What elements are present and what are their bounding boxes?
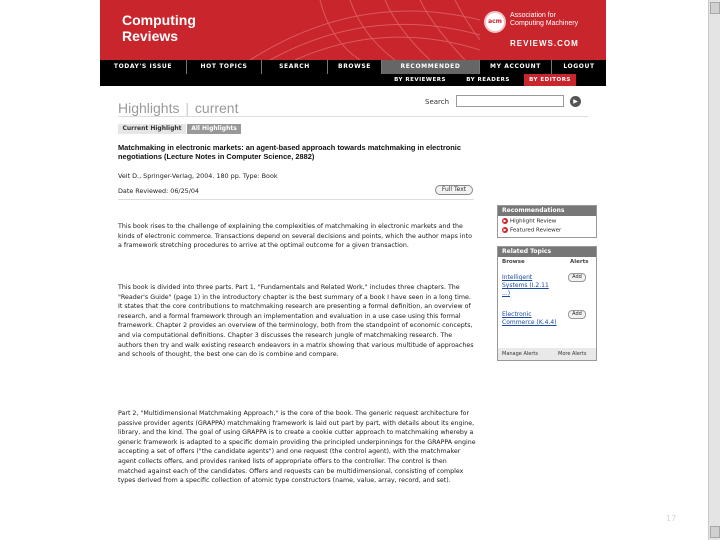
site-title-line1: Computing — [122, 12, 196, 28]
site-banner — [100, 0, 606, 60]
search-go-icon[interactable]: ▶ — [570, 96, 581, 107]
manage-alerts-link[interactable]: Manage Alerts — [502, 351, 538, 357]
page-title-current: current — [194, 100, 239, 116]
subnav-by-reviewers[interactable]: BY REVIEWERS — [394, 77, 446, 83]
left-margin — [0, 0, 100, 540]
more-alerts-link[interactable]: More Alerts — [558, 351, 587, 357]
review-paragraph: This book is divided into three parts. Part 1, "Fundamentals and Related Work," includes three chapters. The "Reader's Guide" (page 1) in the introductory chapter is the best summary of a book I have seen in a long time. It states that the core contributions to matchmaking research are presenting a formal definition, an overview of research, and a formal framework through an implementation and evaluation in a use case using this formal framework. Chapter 2 provides an overview of the terminology, both from the standpoint of economic concepts, and via computational definitions. Chapter 3 discusses the research jungle of matchmaking research. The authors then try and walk existing research endeavors in a matrix showing that various multitude of approaches and schools of thought, the best one can do is combine and compare. — [118, 284, 474, 359]
main-nav — [100, 60, 606, 74]
search-input[interactable] — [456, 95, 564, 107]
review-title: Matchmaking in electronic markets: an agent-based approach towards matchmaking in electronic negotiations (Lecture Notes in Computer Science, 2882) — [118, 143, 461, 161]
site-url[interactable]: REVIEWS.COM — [510, 39, 579, 48]
subnav-by-editors[interactable]: BY EDITORS — [524, 74, 576, 86]
topic-link-electronic-commerce[interactable]: Electronic Commerce (K.4.4) — [502, 311, 557, 326]
arrow-icon: ▶ — [503, 218, 507, 223]
browse-column-header: Browse — [502, 259, 525, 265]
add-alert-button[interactable]: Add — [568, 310, 586, 319]
search-label: Search — [425, 98, 450, 106]
topics-footer — [498, 348, 596, 360]
topic-link-intelligent-systems[interactable]: Intelligent Systems (I.2.11 ...) — [502, 274, 549, 297]
acm-name-line2: Computing Machinery — [510, 20, 579, 27]
review-meta: Veit D., Springer-Verlag, 2004. 180 pp. Type: Book — [118, 172, 278, 180]
nav-my-account[interactable]: MY ACCOUNT — [480, 60, 552, 74]
arrow-icon: ▶ — [503, 227, 507, 232]
full-text-button[interactable]: Full Text — [435, 185, 473, 195]
nav-logout[interactable]: LOGOUT — [563, 63, 595, 70]
nav-recommended[interactable]: RECOMMENDED — [382, 60, 480, 74]
site-title-line2: Reviews — [122, 28, 179, 44]
page-title — [118, 100, 238, 116]
nav-search[interactable]: SEARCH — [262, 60, 328, 74]
sub-nav — [100, 74, 606, 86]
page-number: 17 — [666, 514, 677, 523]
divider — [118, 116, 588, 117]
date-reviewed: Date Reviewed: 06/25/04 — [118, 187, 199, 195]
page-title-highlights: Highlights — [118, 100, 180, 116]
right-margin — [606, 0, 720, 540]
featured-reviewer-link[interactable] — [502, 227, 561, 234]
related-topics-header: Related Topics — [498, 247, 596, 257]
related-topics-box — [497, 246, 597, 361]
add-alert-button[interactable]: Add — [568, 273, 586, 282]
vertical-scrollbar[interactable] — [708, 0, 720, 540]
review-paragraph: This book rises to the challenge of explaining the complexities of matchmaking in electronic markets and the kinds of electronic commerce. Transactions depend on several decisions and points, which the author maps into a framework stretching procedures to arrive at the optimal outcome for a given transaction. — [118, 223, 472, 250]
divider — [118, 199, 474, 200]
subnav-by-readers[interactable]: BY READERS — [466, 77, 510, 83]
acm-name — [510, 12, 578, 28]
recommendations-header: Recommendations — [498, 206, 596, 216]
review-paragraph: Part 2, "Multidimensional Matchmaking Approach," is the core of the book. The generic request architecture for passive provider agents (GRAPPA) matchmaking framework is laid out part by part, with details about its engine, library, and the kind. The goal of using GRAPPA is to create a cookie cutter approach to matchmaking whereby a generic framework is adapted to a specific domain providing the principled underpinnings for the GRAPPA engine accepting a set of offers ("the candidate agents") and one request (the control agent), with the matchmaker agent collects offers, and provides ranked lists of appropriate offers to the controller. The control is then matched against each of the candidates. Offers and requests can be multidimensional, consisting of complex types derived from a specific collection of atomic type constructors (name, value, array, record, and set). — [118, 410, 476, 485]
acm-logo-icon[interactable]: acm — [484, 11, 506, 33]
page-title-separator: | — [185, 100, 190, 116]
nav-hot-topics[interactable]: HOT TOPICS — [187, 60, 262, 74]
rec-link-label: Featured Reviewer — [510, 227, 562, 234]
rec-link-label: Highlight Review — [510, 218, 557, 225]
highlight-review-link[interactable] — [502, 218, 556, 225]
scroll-down-button[interactable] — [710, 526, 720, 538]
tab-current-highlight[interactable]: Current Highlight — [118, 124, 186, 134]
acm-name-line1: Association for — [510, 12, 556, 19]
scroll-up-button[interactable] — [710, 2, 720, 14]
nav-browse[interactable]: BROWSE — [328, 60, 382, 74]
site-title[interactable] — [122, 12, 196, 44]
tab-all-highlights[interactable]: All Highlights — [187, 124, 241, 134]
recommendations-box — [497, 205, 597, 238]
nav-todays-issue[interactable]: TODAY'S ISSUE — [100, 60, 187, 74]
alerts-column-header: Alerts — [570, 259, 589, 265]
